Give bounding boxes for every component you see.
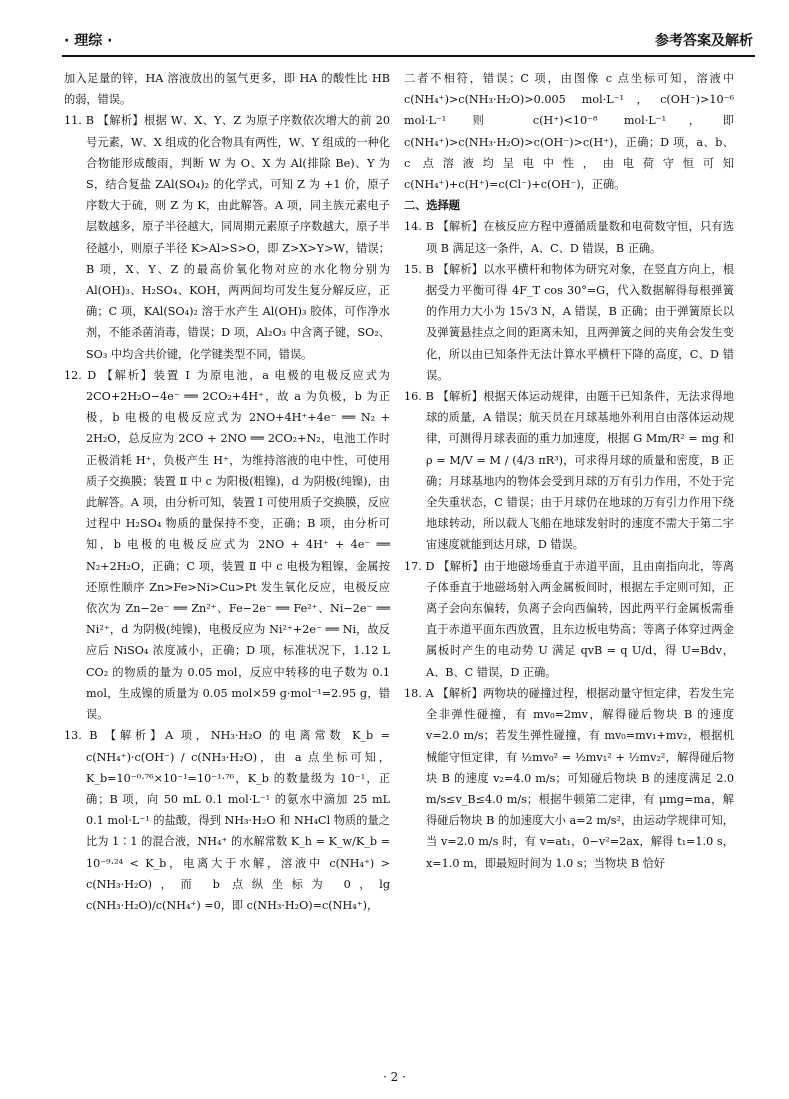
subject-label: · 理综 · — [64, 33, 113, 49]
section-heading: 二、选择题 — [404, 199, 460, 213]
document-title: 参考答案及解析 — [655, 33, 753, 49]
paragraph: 17. D 【解析】由于地磁场垂直于赤道平面，且由南指向北，等离子体垂直于地磁场射入两金属板间时，根据左手定则可知，正离子会向东偏转，负离子会向西偏转，因此两平行金属板需垂直于赤道平面东西放置，且东边板电势高；等离子体穿过两金属板时产生的电动势 U 满足 qvB = q U/d，得 U=Bdv，A、B、C 错误，D 正确。 — [404, 559, 734, 679]
paragraph: 二者不相符，错误；C 项，由图像 c 点坐标可知，溶液中 c(NH₄⁺)>c(NH₃·H₂O)>0.005 mol·L⁻¹，c(OH⁻)>10⁻⁶ mol·L⁻¹ 则 c(H⁺)<10⁻⁸ mol·L⁻¹，即 c(NH₄⁺)>c(NH₃·H₂O)>c(OH⁻)>c(H⁺)，正确；D 项，a、b、c 点溶液均呈电中性，由电荷守恒可知 c(NH₄⁺)+c(H⁺)=c(Cl⁻)+c(OH⁻)，正确。 — [404, 72, 734, 192]
header-rule — [62, 55, 755, 57]
paragraph: 12. D 【解析】装置 Ⅰ 为原电池，a 电极的电极反应式为 2CO+2H₂O−4e⁻ ══ 2CO₂+4H⁺，故 a 为负极，b 为正极，b 电极的电极反应式为 2NO+4H⁺+4e⁻ ══ N₂ + 2H₂O，总反应为 2CO + 2NO ══ 2CO₂+N₂，电池工作时正极消耗 H⁺，负极产生 H⁺，为维持溶液的电中性，可使用质子交换膜；装置 Ⅱ 中 c 为阳极(粗镍)，d 为阴极(纯镍)，由此解答。A 项，由分析可知，装置 Ⅰ 可使用质子交换膜，反应过程中 H₂SO₄ 物质的量保持不变，正确；B 项，由分析可知，b 电极的电极反应式为 2NO + 4H⁺ + 4e⁻ ══ N₂+2H₂O，正确；C 项，装置 Ⅱ 中 c 电极为粗镍，金属按还原性顺序 Zn>Fe>Ni>Cu>Pt 发生氧化反应，电极反应依次为 Zn−2e⁻ ══ Zn²⁺、Fe−2e⁻ ══ Fe²⁺、Ni−2e⁻ ══ Ni²⁺，d 为阴极(纯镍)，电极反应为 Ni²⁺+2e⁻ ══ Ni，故反应后 NiSO₄ 浓度减小，正确；D 项，标准状况下，1.12 L CO₂ 的物质的量为 0.05 mol，反应中转移的电子数为 0.1 mol，生成镍的质量为 0.05 mol×59 g·mol⁻¹=2.95 g，错误。 — [64, 368, 390, 722]
paragraph: 11. B 【解析】根据 W、X、Y、Z 为原子序数依次增大的前 20 号元素，W、X 组成的化合物具有两性，W、Y 组成的一种化合物能形成酸雨，判断 W 为 O、X 为 Al(排除 Be)、Y 为 S，结合复盐 ZAl(SO₄)₂ 的化学式，可知 Z 为 +1 价，原子序数大于硫，则 Z 为 K，由此解答。A 项，同主族元素电子层数越多，原子半径越大，同周期元素原子序数越大，原子半径越小，则原子半径 K>Al>S>O，即 Z>X>Y>W，错误；B 项，X、Y、Z 的最高价氧化物对应的水化物分别为 Al(OH)₃、H₂SO₄、KOH，两两间均可发生复分解反应，正确；C 项，KAl(SO₄)₂ 溶于水产生 Al(OH)₃ 胶体，可作净水剂，不能杀菌消毒，错误；D 项，Al₂O₃ 中含离子键，SO₂、SO₃ 中均含共价键，化学键类型不同，错误。 — [64, 114, 390, 361]
paragraph: 16. B 【解析】根据天体运动规律，由题干已知条件，无法求得地球的质量，A 错误；航天员在月球基地外利用自由落体运动规律，可测得月球表面的重力加速度，根据 G Mm/R² = mg 和 ρ = M/V = M / (4/3 πR³)，可求得月球的质量和密度，B 正确；月球基地内的物体会受到月球的万有引力作用，不处于完全失重状态，C 错误；由于月球仍在地球的万有引力作用下绕地球转动，所以载人飞船在地球发射时的速度不需大于第二宇宙速度就能到达月球，D 错误。 — [404, 390, 734, 552]
left-column — [64, 68, 390, 916]
page-header — [64, 30, 753, 52]
page-number: · 2 · — [383, 1070, 406, 1084]
paragraph: 14. B 【解析】在核反应方程中遵循质量数和电荷数守恒，只有选项 B 满足这一条件，A、C、D 错误，B 正确。 — [404, 220, 734, 255]
paragraph: 15. B 【解析】以水平横杆和物体为研究对象，在竖直方向上，根据受力平衡可得 4F_T cos 30°=G，代入数据解得每根弹簧的作用力大小为 15√3 N，A 错误，B 正确；由于弹簧原长以及弹簧悬挂点之间的距离未知，且两弹簧之间的夹角会发生变化，所以由已知条件无法计算水平横杆下降的高度，C、D 错误。 — [404, 262, 734, 382]
paragraph: 13. B 【解析】A 项，NH₃·H₂O 的电离常数 K_b = c(NH₄⁺)·c(OH⁻) / c(NH₃·H₂O)，由 a 点坐标可知，K_b=10⁻⁰·⁷⁶×10⁻¹=10⁻¹·⁷⁶，K_b 的数量级为 10⁻¹，正确；B 项，向 50 mL 0.1 mol·L⁻¹ 的氨水中滴加 25 mL 0.1 mol·L⁻¹ 的盐酸，得到 NH₃·H₂O 和 NH₄Cl 物质的量之比为 1∶1 的混合液，NH₄⁺ 的水解常数 K_h = K_w/K_b = 10⁻⁹·²⁴ < K_b，电离大于水解，溶液中 c(NH₄⁺) > c(NH₃·H₂O)，而 b 点纵坐标为 0，lg c(NH₃·H₂O)/c(NH₄⁺) =0，即 c(NH₃·H₂O)=c(NH₄⁺)， — [64, 729, 390, 912]
paragraph: 18. A 【解析】两物块的碰撞过程，根据动量守恒定律，若发生完全非弹性碰撞，有 mv₀=2mv，解得碰后物块 B 的速度 v=2.0 m/s；若发生弹性碰撞，有 mv₀=mv₁+mv₂，根据机械能守恒定律，有 ½mv₀² = ½mv₁² + ½mv₂²，解得碰后物块 B 的速度 v₂=4.0 m/s；可知碰后物块 B 的速度满足 2.0 m/s≤v_B≤4.0 m/s；根据牛顿第二定律，有 μmg=ma，解得碰后物块 B 的加速度大小 a=2 m/s²，由运动学规律可知，当 v=2.0 m/s 时，有 v=at₁，0−v²=2ax，解得 t₁=1.0 s，x=1.0 m，即最短时间为 1.0 s；当物块 B 恰好 — [404, 686, 734, 870]
paragraph: 加入足量的锌，HA 溶液放出的氢气更多，即 HA 的酸性比 HB 的弱，错误。 — [64, 72, 390, 107]
right-column — [404, 68, 734, 874]
